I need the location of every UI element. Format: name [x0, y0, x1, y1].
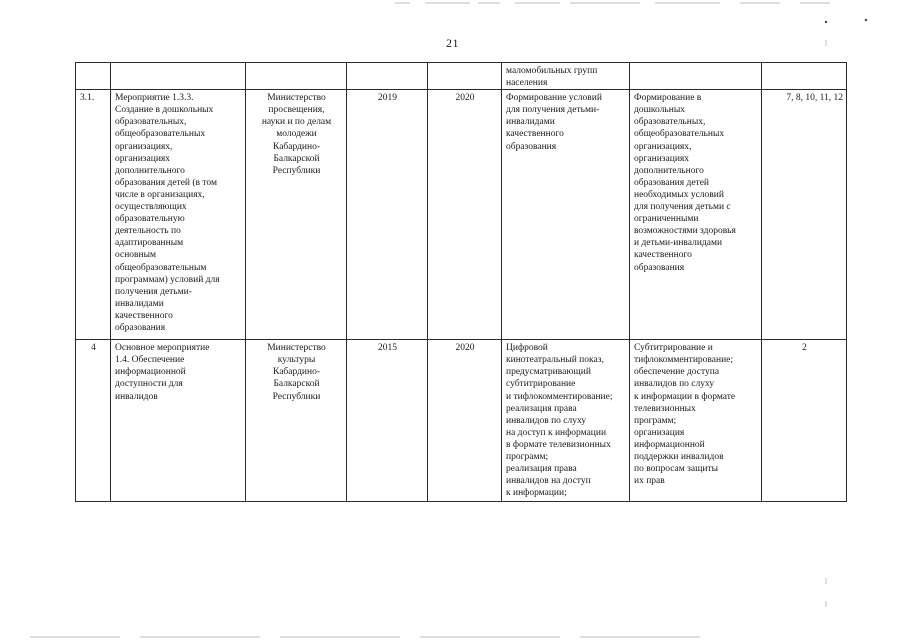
direction-text: Формирование в дошкольных образовательных, общеобразовательных организациях, организациях дополнительного образования детей необходимых условий для получения детьми с ограниченными возможностями здоровья и детьми-инвалидами качественного образования	[634, 93, 736, 273]
result-text: маломобильных групп населения	[506, 66, 598, 89]
direction-text: Субтитрирование и тифлокомментирование; обеспечение доступа инвалидов по слуху к информации в формате телевизионных программ; организация информационной поддержки инвалидов по вопросам защиты их прав	[634, 343, 736, 487]
executor-text: Министерство культуры Кабардино- Балкарской Республики	[267, 343, 326, 402]
cell-end	[428, 63, 502, 90]
cell-indicators	[762, 340, 847, 502]
cell-direction	[630, 90, 762, 340]
cell-start	[347, 90, 428, 340]
cell-end	[428, 340, 502, 502]
cell-direction	[630, 340, 762, 502]
end-year: 2020	[455, 343, 475, 354]
cell-num	[76, 90, 111, 340]
measure-title: Мероприятие 1.3.3. Создание в дошкольных образовательных, общеобразовательных организациях, организациях дополнительного образования детей (в том числе в организациях, осуществляющих образовательную деятельность по адаптированным основным общеобразовательным программам) условий для получения детьми- инвалидами качественного образования	[115, 93, 220, 333]
cell-start	[347, 63, 428, 90]
cell-title	[111, 90, 246, 340]
cell-start	[347, 340, 428, 502]
cell-end	[428, 90, 502, 340]
cell-executor	[246, 63, 347, 90]
row-number: 3.1.	[80, 93, 95, 104]
start-year: 2015	[378, 343, 397, 354]
cell-indicators	[762, 90, 847, 340]
plan-table	[75, 62, 847, 502]
cell-num	[76, 340, 111, 502]
cell-result	[502, 90, 630, 340]
result-text: Цифровой кинотеатральный показ, предусматривающий субтитрирование и тифлокомментирование; реализация права инвалидов по слуху на доступ к информации в формате телевизионных программ; реализация права инвалидов на доступ к информации;	[506, 343, 613, 499]
cell-result	[502, 340, 630, 502]
cell-result	[502, 63, 630, 90]
indicators-text: 7, 8, 10, 11, 12	[786, 93, 843, 104]
table-row-continuation	[76, 63, 847, 90]
cell-executor	[246, 340, 347, 502]
indicators-text: 2	[802, 343, 807, 354]
row-number: 4	[91, 343, 96, 354]
table-row	[76, 340, 847, 502]
executor-text: Министерство просвещения, науки и по делам молодежи Кабардино- Балкарской Республики	[261, 93, 332, 176]
cell-indicators	[762, 63, 847, 90]
cell-title	[111, 63, 246, 90]
table-row	[76, 90, 847, 340]
cell-num	[76, 63, 111, 90]
result-text: Формирование условий для получения детьми- инвалидами качественного образования	[506, 93, 602, 152]
page-number: 21	[446, 36, 459, 50]
end-year: 2020	[455, 93, 475, 104]
measure-title: Основное мероприятие 1.4. Обеспечение информационной доступности для инвалидов	[115, 343, 210, 402]
cell-direction	[630, 63, 762, 90]
start-year: 2019	[378, 93, 397, 104]
cell-title	[111, 340, 246, 502]
cell-executor	[246, 90, 347, 340]
